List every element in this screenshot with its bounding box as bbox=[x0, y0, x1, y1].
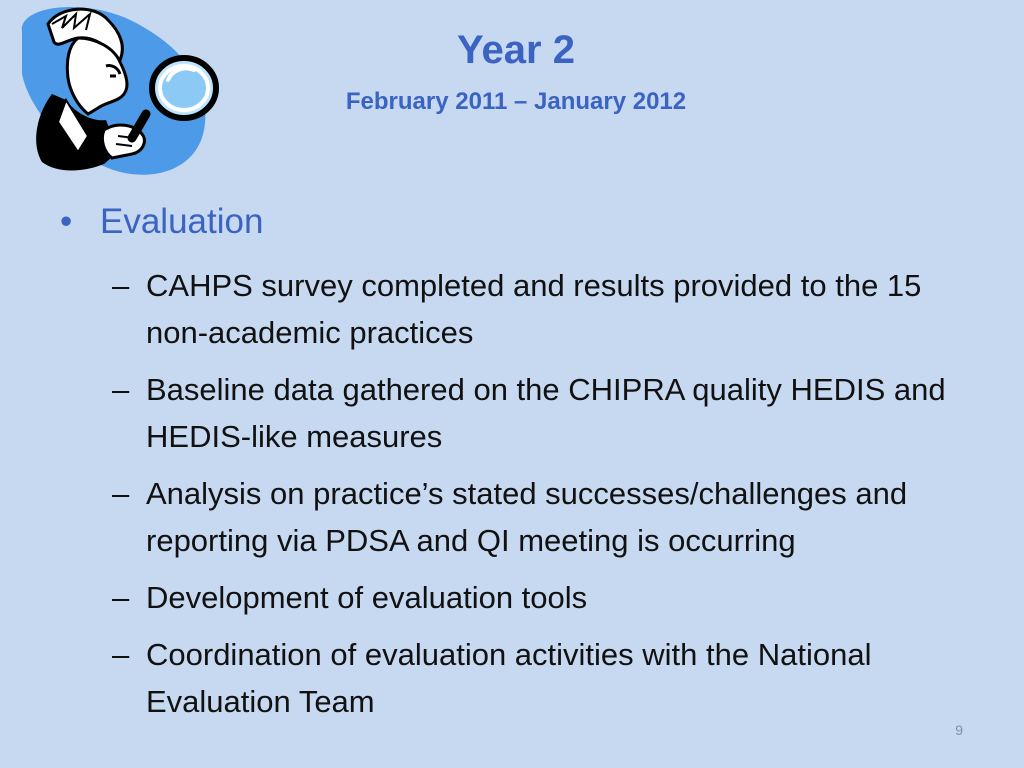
list-item-text: Development of evaluation tools bbox=[146, 580, 588, 615]
bullet-marker: • bbox=[60, 202, 73, 241]
dash-marker: – bbox=[112, 580, 130, 615]
dash-marker: – bbox=[112, 268, 130, 303]
dash-marker: – bbox=[112, 476, 130, 511]
page-number: 9 bbox=[955, 722, 963, 738]
list-item-text: CAHPS survey completed and results provided to the 15 non-academic practices bbox=[146, 268, 922, 350]
dash-marker: – bbox=[112, 637, 130, 672]
list-item-text: Coordination of evaluation activities with the National Evaluation Team bbox=[146, 637, 872, 719]
list-item-text: Analysis on practice’s stated successes/challenges and reporting via PDSA and QI meeting is occurring bbox=[146, 476, 908, 558]
list-item bbox=[112, 470, 992, 564]
list-item bbox=[112, 631, 992, 725]
list-item-text: Baseline data gathered on the CHIPRA quality HEDIS and HEDIS-like measures bbox=[146, 372, 946, 454]
slide-title: Year 2 bbox=[457, 28, 575, 72]
slide-subtitle: February 2011 – January 2012 bbox=[345, 88, 687, 115]
list-item bbox=[112, 262, 992, 356]
list-item bbox=[112, 574, 992, 621]
main-bullet-text: Evaluation bbox=[100, 202, 264, 241]
main-bullet bbox=[60, 196, 263, 248]
list-item bbox=[112, 366, 992, 460]
sub-bullet-list bbox=[112, 262, 992, 735]
dash-marker: – bbox=[112, 372, 130, 407]
